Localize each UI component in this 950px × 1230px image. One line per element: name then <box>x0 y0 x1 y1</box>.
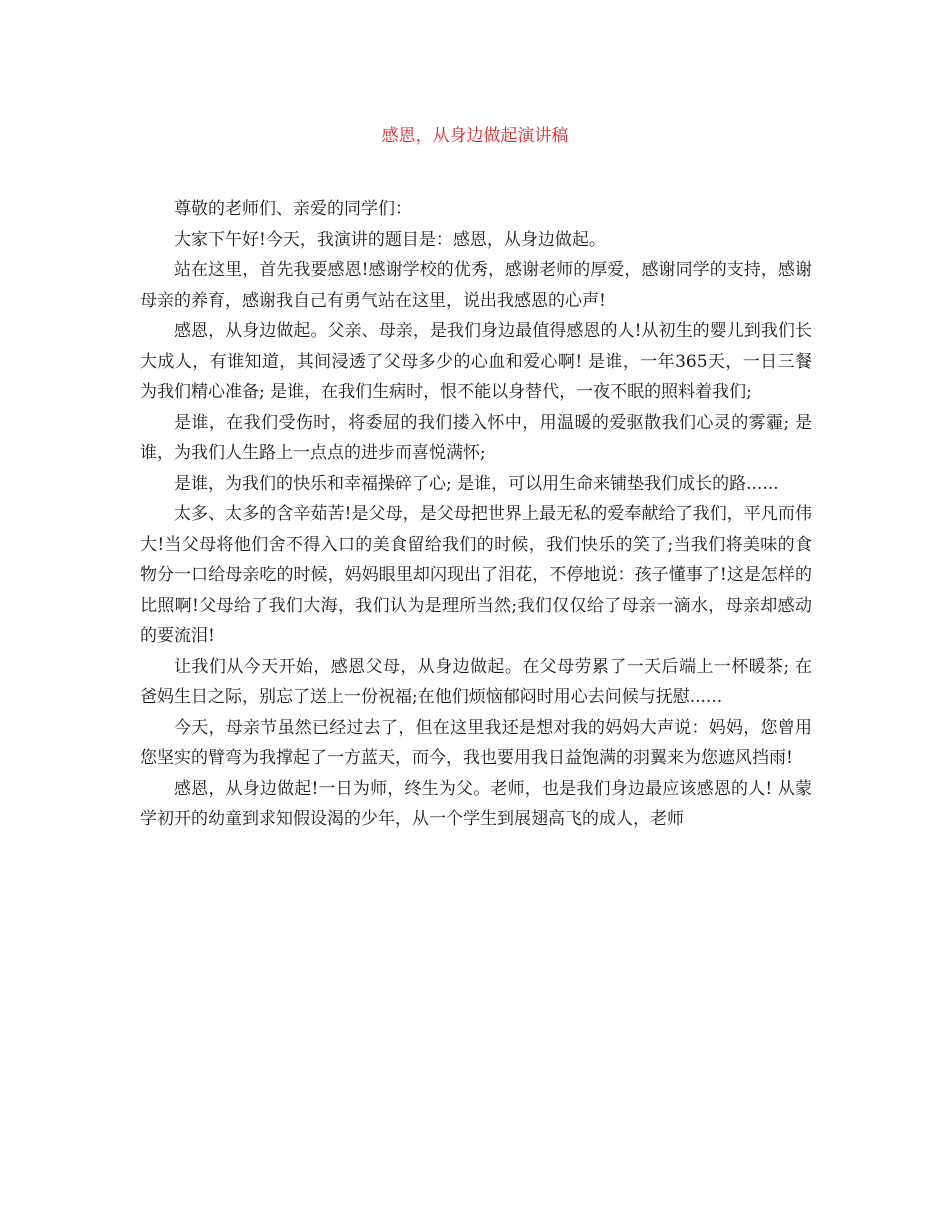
paragraph: 今天，母亲节虽然已经过去了，但在这里我还是想对我的妈妈大声说：妈妈，您曾用您坚实的臂弯为我撑起了一方蓝天，而今，我也要用我日益饱满的羽翼来为您遮风挡雨! <box>140 717 812 768</box>
document-title: 感恩，从身边做起演讲稿 <box>381 126 569 146</box>
paragraph: 是谁，为我们的快乐和幸福操碎了心; 是谁，可以用生命来铺垫我们成长的路...... <box>174 473 779 494</box>
paragraph: 站在这里，首先我要感恩!感谢学校的优秀，感谢老师的厚爱，感谢同学的支持，感谢母亲的养育，感谢我自己有勇气站在这里，说出我感恩的心声! <box>140 260 812 311</box>
paragraph: 感恩，从身边做起!一日为师，终生为父。老师，也是我们身边最应该感恩的人! 从蒙学初开的幼童到求知假设渴的少年，从一个学生到展翅高飞的成人，老师 <box>140 778 812 829</box>
document-body <box>140 194 812 835</box>
paragraph-greeting: 大家下午好!今天，我演讲的题目是：感恩，从身边做起。 <box>174 229 606 250</box>
paragraph-salutation: 尊敬的老师们、亲爱的同学们： <box>174 199 412 219</box>
paragraph: 太多、太多的含辛茹苦!是父母，是父母把世界上最无私的爱奉献给了我们，平凡而伟大!当父母将他们舍不得入口的美食留给我们的时候，我们快乐的笑了;当我们将美味的食物分一口给母亲吃的时候，妈妈眼里却闪现出了泪花，不停地说：孩子懂事了!这是怎样的比照啊!父母给了我们大海，我们认为是理所当然;我们仅仅给了母亲一滴水，母亲却感动的要流泪! <box>140 504 812 646</box>
paragraph: 让我们从今天开始，感恩父母，从身边做起。在父母劳累了一天后端上一杯暖茶; 在爸妈生日之际，别忘了送上一份祝福;在他们烦恼郁闷时用心去问候与抚慰...... <box>140 656 812 707</box>
paragraph: 是谁，在我们受伤时，将委屈的我们搂入怀中，用温暖的爱驱散我们心灵的雾霾; 是谁，为我们人生路上一点点的进步而喜悦满怀; <box>140 412 812 463</box>
paragraph: 感恩，从身边做起。父亲、母亲，是我们身边最值得感恩的人!从初生的婴儿到我们长大成人，有谁知道，其间浸透了父母多少的心血和爱心啊! 是谁，一年365天，一日三餐为我们精心准备; 是谁，在我们生病时，恨不能以身替代，一夜不眠的照料着我们; <box>140 321 812 402</box>
